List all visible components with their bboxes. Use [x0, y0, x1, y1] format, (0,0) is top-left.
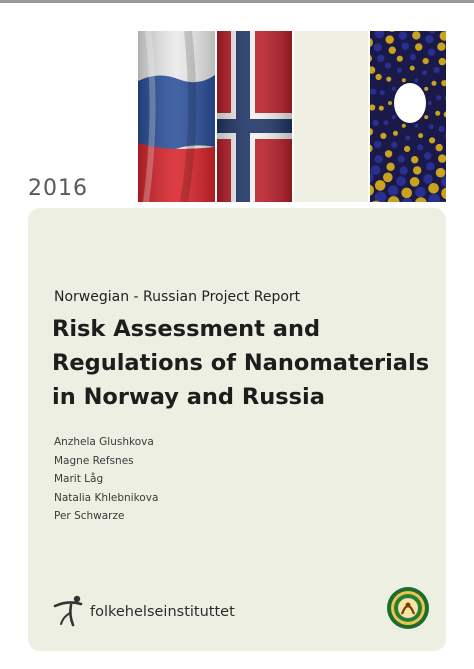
nanotube-atom — [410, 54, 416, 60]
nanotube-atom — [417, 144, 423, 150]
nanotube-atom — [404, 146, 410, 152]
nanotube-atom — [424, 152, 431, 159]
nanotube-atom — [429, 124, 434, 129]
top-rule — [0, 0, 474, 3]
nanotube-atom — [386, 163, 394, 171]
report-year: 2016 — [28, 176, 88, 201]
blank-panel — [294, 31, 368, 202]
nanotube-atom — [398, 155, 405, 162]
author-name: Magne Refsnes — [54, 454, 134, 467]
nanotube-atom — [393, 131, 398, 136]
nanotube-atom — [399, 31, 407, 39]
nanotube-atom — [400, 166, 408, 174]
nanotube-atom — [397, 56, 403, 62]
nanotube-atom — [374, 141, 381, 148]
nanotube-atom — [402, 78, 406, 82]
nanotube-atom — [402, 124, 406, 128]
nanotube-atom — [380, 90, 385, 95]
nanotube-atom — [388, 185, 399, 196]
author-name: Per Schwarze — [54, 510, 125, 522]
nanotube-atom — [436, 95, 441, 100]
nanotube-atom — [411, 156, 418, 163]
nanotube-atom — [432, 81, 437, 86]
nanotube-atom — [401, 188, 412, 199]
nanotube-image — [370, 31, 446, 202]
nanotube-atom — [389, 47, 396, 54]
author-name: Anzhela Glushkova — [54, 436, 154, 448]
nanotube-atom — [386, 77, 391, 82]
nanotube-atom — [410, 177, 420, 187]
nanotube-atom — [386, 35, 394, 43]
author-name: Marit Låg — [54, 473, 104, 485]
nanotube-atom — [438, 126, 444, 132]
nanotube-atom — [385, 150, 392, 157]
nanotube-atom — [423, 58, 429, 64]
nanotube-atom — [391, 142, 397, 148]
nanotube-atom — [414, 124, 418, 128]
nanotube-atom — [396, 176, 406, 186]
nanotube-atom — [418, 133, 423, 138]
title-line: Risk Assessment and — [52, 316, 321, 342]
nanotube-atom — [405, 135, 410, 140]
nanotube-atom — [415, 187, 426, 198]
nanotube-atom — [392, 115, 396, 119]
nanotube-atom — [402, 43, 409, 50]
nanotube-atom — [385, 63, 391, 69]
nanotube-atom — [424, 115, 428, 119]
nanotube-atom — [428, 183, 439, 194]
nanotube-atom — [422, 70, 427, 75]
author-list — [54, 433, 158, 526]
nanotube-atom — [392, 87, 396, 91]
nanotube-atom — [423, 174, 433, 184]
nanotube-atom — [425, 35, 433, 43]
nanotube-atom — [384, 120, 389, 125]
russian-flag-image — [138, 31, 215, 202]
nanotube-atom — [413, 166, 421, 174]
nanotube-atom — [410, 66, 415, 71]
nanotube-atom — [383, 173, 393, 183]
nanotube-atom — [388, 101, 392, 105]
nanotube-atom — [379, 106, 384, 111]
nanotube-atom — [424, 87, 428, 91]
report-title — [52, 312, 442, 414]
nanotube-atom — [437, 43, 445, 51]
nanotube-atom — [374, 155, 382, 163]
nanotube-atom — [439, 58, 446, 65]
publisher-brand — [52, 595, 235, 629]
nanotube-atom — [374, 43, 382, 51]
nanotube-atom — [428, 101, 432, 105]
report-subtitle: Norwegian - Russian Project Report — [54, 289, 301, 305]
nanotube-atom — [436, 168, 446, 178]
nanotube-atom — [375, 180, 386, 191]
partner-seal-icon — [386, 586, 430, 630]
nanotube-atom — [380, 133, 386, 139]
fhi-logo-icon — [52, 593, 86, 632]
nanotube-atom — [429, 137, 435, 143]
nanotube-atom — [371, 165, 381, 175]
nanotube-atom — [428, 49, 435, 56]
nanotube-atom — [412, 31, 420, 39]
norwegian-flag-image — [217, 31, 292, 202]
nanotube-atom — [434, 67, 440, 73]
nanotube-atom — [376, 74, 382, 80]
nanotube-atom — [426, 162, 434, 170]
nanotube-atom — [435, 111, 440, 116]
nanotube-atom — [370, 89, 376, 95]
nanotube-atom — [397, 68, 402, 73]
nanotube-atom — [377, 55, 384, 62]
nanotube-atom — [415, 43, 422, 50]
publisher-name: folkehelseinstituttet — [90, 604, 235, 620]
author-name: Natalia Khlebnikova — [54, 491, 159, 504]
title-line: Regulations of Nanomaterials — [52, 350, 430, 376]
cover-panel — [28, 208, 446, 651]
nanotube-atom — [436, 144, 443, 151]
nanotube-atom — [373, 120, 379, 126]
title-line: in Norway and Russia — [52, 384, 325, 410]
nanotube-atom — [414, 78, 418, 82]
